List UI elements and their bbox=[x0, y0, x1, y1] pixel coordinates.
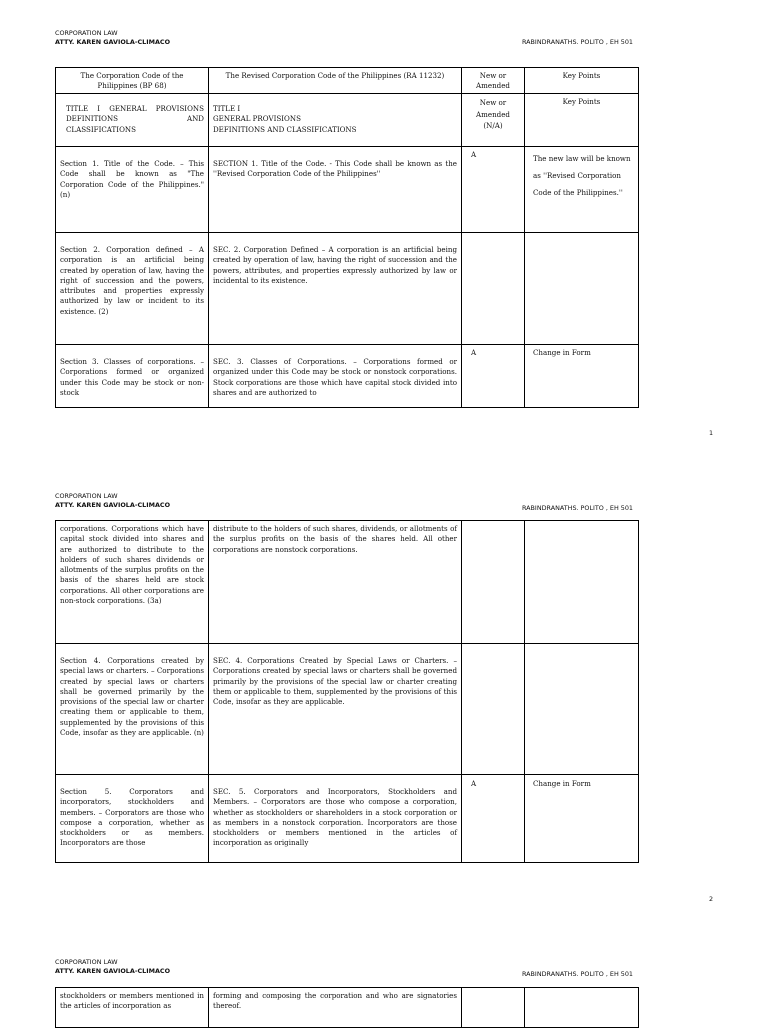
course-title: CORPORATION LAW bbox=[55, 492, 118, 500]
col-header-new: The Revised Corporation Code of the Philippines (RA 11232) bbox=[209, 68, 462, 94]
new-provision: SEC. 3. Classes of Corporations. – Corporations formed or organized under this Code may be stock or nonstock corporations. Stock corporations are those which have capital stock divided into shares and are authorized to bbox=[209, 345, 462, 408]
old-provision: Section 3. Classes of corporations. – Corporations formed or organized under this Code may be stock or non-stock bbox=[56, 345, 209, 408]
new-provision: distribute to the holders of such shares, dividends, or allotments of the surplus profits on the basis of the shares held. All other corporations are nonstock corporations. bbox=[209, 521, 462, 644]
old-provision: Section 4. Corporations created by special laws or charters. – Corporations created by special laws or charters shall be governed primarily by the provisions of the special law or charter creating them or applicable to them, supplemented by the provisions of this Code, insofar as they are applicable. (n) bbox=[56, 644, 209, 775]
status-cell: A bbox=[462, 345, 525, 408]
student-name: RABINDRANATHS. POLITO , EH 501 bbox=[522, 504, 633, 512]
page-header-left bbox=[55, 29, 170, 46]
status-cell bbox=[462, 644, 525, 775]
table-row bbox=[56, 521, 639, 644]
key-points-cell: Change in Form bbox=[525, 345, 639, 408]
comparison-table-page-3 bbox=[55, 987, 639, 1028]
key-points-cell bbox=[525, 644, 639, 775]
new-provision: forming and composing the corporation and who are signatories thereof. bbox=[209, 988, 462, 1028]
table-row bbox=[56, 644, 639, 775]
table-row bbox=[56, 988, 639, 1028]
key-points-cell bbox=[525, 233, 639, 345]
status-cell bbox=[462, 521, 525, 644]
key-points-cell bbox=[525, 988, 639, 1028]
table-row bbox=[56, 147, 639, 233]
new-provision: SEC. 4. Corporations Created by Special Laws or Charters. – Corporations created by special laws or charters shall be governed primarily by the provisions of the special law or charter creating them or applicable to them, supplemented by the provisions of this Code, insofar as they are applicable. bbox=[209, 644, 462, 775]
student-name: RABINDRANATHS. POLITO , EH 501 bbox=[522, 38, 633, 46]
student-name: RABINDRANATHS. POLITO , EH 501 bbox=[522, 970, 633, 978]
status-cell: A bbox=[462, 147, 525, 233]
new-provision: SEC. 5. Corporators and Incorporators, Stockholders and Members. – Corporators are those who compose a corporation, whether as stockholders or shareholders in a stock corporation or as members in a nonstock corporation. Incorporators are those stockholders or members mentioned in the articles of incorporation as originally bbox=[209, 775, 462, 863]
instructor-name: ATTY. KAREN GAVIOLA-CLIMACO bbox=[55, 37, 171, 46]
page-header-left bbox=[55, 492, 170, 509]
old-provision: stockholders or members mentioned in the articles of incorporation as bbox=[56, 988, 209, 1028]
instructor-name: ATTY. KAREN GAVIOLA-CLIMACO bbox=[55, 500, 171, 509]
col-header-key: Key Points bbox=[525, 68, 639, 94]
comparison-table-page-2 bbox=[55, 520, 639, 863]
old-provision: corporations. Corporations which have capital stock divided into shares and are authorized to distribute to the holders of such shares dividends or allotments of the surplus profits on the basis of the shares held are stock corporations. All other corporations are non-stock corporations. (3a) bbox=[56, 521, 209, 644]
title-new: TITLE I GENERAL PROVISIONS DEFINITIONS AND CLASSIFICATIONS bbox=[209, 94, 462, 147]
key-points-cell: The new law will be known as ''Revised Corporation Code of the Philippines.'' bbox=[525, 147, 639, 233]
old-provision: Section 2. Corporation defined – A corporation is an artificial being created by operation of law, having the right of succession and the powers, attributes and properties expressly authorized by law or incident to its existence. (2) bbox=[56, 233, 209, 345]
table-row bbox=[56, 775, 639, 863]
key-points-cell bbox=[525, 521, 639, 644]
table-row bbox=[56, 233, 639, 345]
col-header-key-repeat: Key Points bbox=[525, 94, 639, 147]
old-provision: Section 1. Title of the Code. – This Code shall be known as "The Corporation Code of the Philippines." (n) bbox=[56, 147, 209, 233]
new-provision: SECTION 1. Title of the Code. - This Code shall be known as the ''Revised Corporation Code of the Philippines'' bbox=[209, 147, 462, 233]
instructor-name: ATTY. KAREN GAVIOLA-CLIMACO bbox=[55, 966, 171, 975]
key-points-cell: Change in Form bbox=[525, 775, 639, 863]
page-header-left bbox=[55, 958, 170, 975]
title-row bbox=[56, 94, 639, 147]
old-provision: Section 5. Corporators and incorporators, stockholders and members. – Corporators are those who compose a corporation, whether as stockholders or as members. Incorporators are those bbox=[56, 775, 209, 863]
course-title: CORPORATION LAW bbox=[55, 958, 118, 966]
title-old: TITLE I GENERAL PROVISIONS DEFINITIONS AND CLASSIFICATIONS bbox=[56, 94, 209, 147]
comparison-table-page-1 bbox=[55, 67, 639, 408]
table-header-row bbox=[56, 68, 639, 94]
page-number: 2 bbox=[709, 895, 714, 903]
page-number: 1 bbox=[709, 429, 714, 437]
status-cell: A bbox=[462, 775, 525, 863]
status-cell bbox=[462, 233, 525, 345]
course-title: CORPORATION LAW bbox=[55, 29, 118, 37]
col-header-status: New or Amended bbox=[462, 68, 525, 94]
status-cell bbox=[462, 988, 525, 1028]
col-header-status-na: New or Amended (N/A) bbox=[462, 94, 525, 147]
table-row bbox=[56, 345, 639, 408]
new-provision: SEC. 2. Corporation Defined – A corporation is an artificial being created by operation of law, having the right of succession and the powers, attributes, and properties expressly authorized by law or incidental to its existence. bbox=[209, 233, 462, 345]
col-header-old: The Corporation Code of the Philippines (BP 68) bbox=[56, 68, 209, 94]
